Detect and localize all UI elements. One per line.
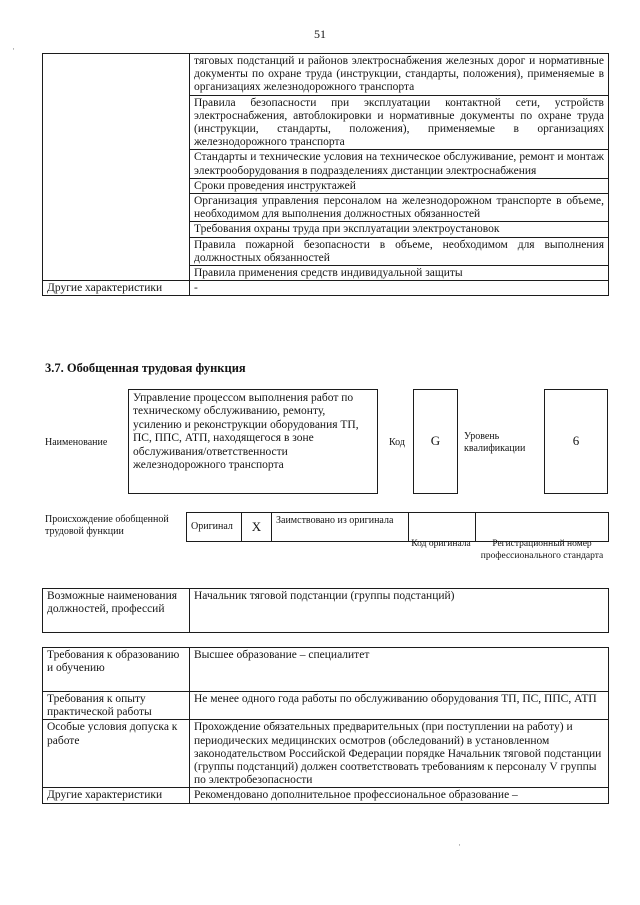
requirements-table <box>42 647 609 804</box>
name-label: Наименование <box>45 437 108 448</box>
knowledge-item: тяговых подстанций и районов электроснабжения железных дорог и нормативные документы по охране труда (инструкции, стандарты, положения), применяемые в организациях железнодорожного транспорта <box>190 54 609 96</box>
registration-number-cell <box>476 513 609 542</box>
knowledge-item: Правила безопасности при эксплуатации контактной сети, устройств электроснабжения, автоблокировки и нормативные документы по охране труда (инструкции, стандарты, положения), применяемые в организациях железнодорожного транспорта <box>190 95 609 150</box>
empty-label-cell <box>43 54 190 281</box>
knowledge-table-continuation <box>42 53 609 296</box>
registration-number-note: Регистрационный номер профессионального стандарта <box>480 539 604 561</box>
knowledge-item: Требования охраны труда при эксплуатации электроустановок <box>190 222 609 237</box>
origin-label: Происхождение обобщенной трудовой функции <box>45 514 169 537</box>
qualification-level-label: Уровень квалификации <box>464 431 526 454</box>
function-name-box: Управление процессом выполнения работ по техническому обслуживанию, ремонту, усилению и реконструкции оборудования ТП, ПС, ППС, АТП, находящегося в зоне обслуживания/ответственности железнодорожного транспорта <box>128 389 378 494</box>
scan-mark: · <box>12 44 15 54</box>
origin-table <box>186 512 609 542</box>
original-code-cell <box>409 513 476 542</box>
positions-label: Возможные наименования должностей, профессий <box>43 589 190 633</box>
code-value-box: G <box>413 389 458 494</box>
positions-value: Начальник тяговой подстанции (группы подстанций) <box>190 589 609 633</box>
admission-conditions-label: Особые условия допуска к работе <box>43 720 190 788</box>
positions-table <box>42 588 609 633</box>
table-row <box>43 692 609 720</box>
original-code-note: Код оригинала <box>411 539 471 549</box>
table-row <box>43 589 609 633</box>
knowledge-item: Сроки проведения инструктажей <box>190 178 609 193</box>
knowledge-item: Стандарты и технические условия на техническое обслуживание, ремонт и монтаж электрооборудования в подразделениях дистанции электроснабжения <box>190 150 609 178</box>
page-number: 51 <box>314 27 326 41</box>
admission-conditions-value: Прохождение обязательных предварительных (при поступлении на работу) и периодических медицинских осмотров (обследований) в установленном законодательством Российской Федерации порядке Начальник тяговой подстанции (группы подстанций) должен соответствовать требованиям к персоналу V группы по электробезопасности <box>190 720 609 788</box>
table-row <box>43 54 609 96</box>
table-row <box>43 281 609 296</box>
knowledge-item: Правила применения средств индивидуальной защиты <box>190 266 609 281</box>
code-label: Код <box>389 437 405 448</box>
original-label: Оригинал <box>187 513 242 542</box>
table-row <box>43 720 609 788</box>
table-row <box>187 513 609 542</box>
education-value: Высшее образование – специалитет <box>190 648 609 692</box>
section-heading: 3.7. Обобщенная трудовая функция <box>45 361 246 375</box>
scan-mark: · <box>458 840 461 850</box>
experience-value: Не менее одного года работы по обслуживанию оборудования ТП, ПС, ППС, АТП <box>190 692 609 720</box>
other-characteristics-value: - <box>190 281 609 296</box>
knowledge-item: Правила пожарной безопасности в объеме, необходимом для выполнения должностных обязанностей <box>190 237 609 265</box>
table-row <box>43 788 609 803</box>
other-characteristics-value: Рекомендовано дополнительное профессиональное образование – <box>190 788 609 803</box>
education-label: Требования к образованию и обучению <box>43 648 190 692</box>
other-characteristics-label: Другие характеристики <box>43 788 190 803</box>
original-mark: X <box>242 513 272 542</box>
other-characteristics-label: Другие характеристики <box>43 281 190 296</box>
borrowed-label: Заимствовано из оригинала <box>272 513 409 542</box>
qualification-level-box: 6 <box>544 389 608 494</box>
experience-label: Требования к опыту практической работы <box>43 692 190 720</box>
knowledge-item: Организация управления персоналом на железнодорожном транспорте в объеме, необходимом для выполнения должностных обязанностей <box>190 194 609 222</box>
table-row <box>43 648 609 692</box>
